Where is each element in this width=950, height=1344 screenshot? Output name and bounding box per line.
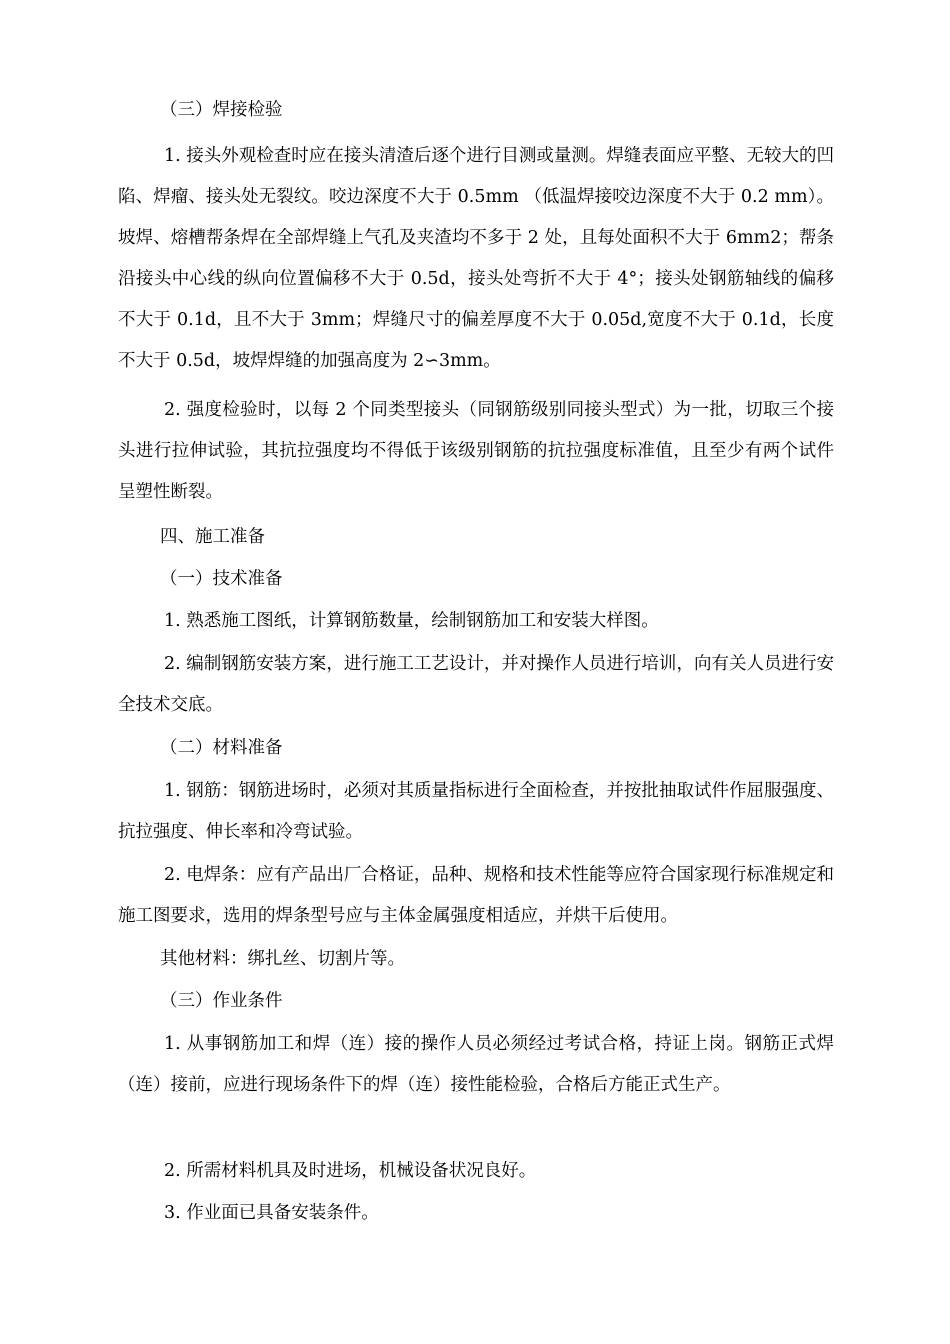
paragraph-material-electrode: 2. 电焊条：应有产品出厂合格证，品种、规格和技术性能等应符合国家现行标准规定和施工图要求，选用的焊条型号应与主体金属强度相适应，并烘干后使用。	[118, 865, 834, 926]
heading-construction-prep: 四、施工准备	[160, 527, 265, 547]
paragraph-condition-2: 2. 所需材料机具及时进场，机械设备状况良好。	[164, 1161, 537, 1181]
paragraph-tech-item-2: 2. 编制钢筋安装方案，进行施工工艺设计，并对操作人员进行培训，向有关人员进行安全技术交底。	[118, 654, 834, 715]
heading-weld-inspection: （三）焊接检验	[160, 100, 283, 120]
paragraph-condition-1: 1. 从事钢筋加工和焊（连）接的操作人员必须经过考试合格，持证上岗。钢筋正式焊（连）接前，应进行现场条件下的焊（连）接性能检验，合格后方能正式生产。	[118, 1034, 834, 1095]
paragraph-weld-strength: 2. 强度检验时，以每 2 个同类型接头（同钢筋级别同接头型式）为一批，切取三个接头进行拉伸试验，其抗拉强度均不得低于该级别钢筋的抗拉强度标准值，且至少有两个试件呈塑性断裂。	[118, 400, 834, 502]
heading-work-conditions: （三）作业条件	[160, 991, 283, 1011]
paragraph-tech-item-1: 1. 熟悉施工图纸，计算钢筋数量，绘制钢筋加工和安装大样图。	[164, 611, 659, 631]
heading-tech-prep: （一）技术准备	[160, 569, 283, 589]
heading-material-prep: （二）材料准备	[160, 738, 283, 758]
paragraph-weld-appearance: 1. 接头外观检查时应在接头清渣后逐个进行目测或量测。焊缝表面应平整、无较大的凹陷、焊瘤、接头处无裂纹。咬边深度不大于 0.5mm （低温焊接咬边深度不大于 0.2 mm）。坡焊、熔槽帮条焊在全部焊缝上气孔及夹渣均不多于 2 处，且每处面积不大于 6mm2；帮条沿接头中心线的纵向位置偏移不大于 0.5d，接头处弯折不大于 4°；接头处钢筋轴线的偏移不大于 0.1d，且不大于 3mm；焊缝尺寸的偏差厚度不大于 0.05d,宽度不大于 0.1d，长度不大于 0.5d，坡焊焊缝的加强高度为 2∽3mm。	[118, 146, 834, 371]
paragraph-condition-3: 3. 作业面已具备安装条件。	[164, 1203, 379, 1223]
paragraph-material-other: 其他材料：绑扎丝、切割片等。	[160, 949, 405, 969]
paragraph-material-steel: 1. 钢筋：钢筋进场时，必须对其质量指标进行全面检查，并按批抽取试件作屈服强度、抗拉强度、伸长率和冷弯试验。	[118, 781, 834, 842]
